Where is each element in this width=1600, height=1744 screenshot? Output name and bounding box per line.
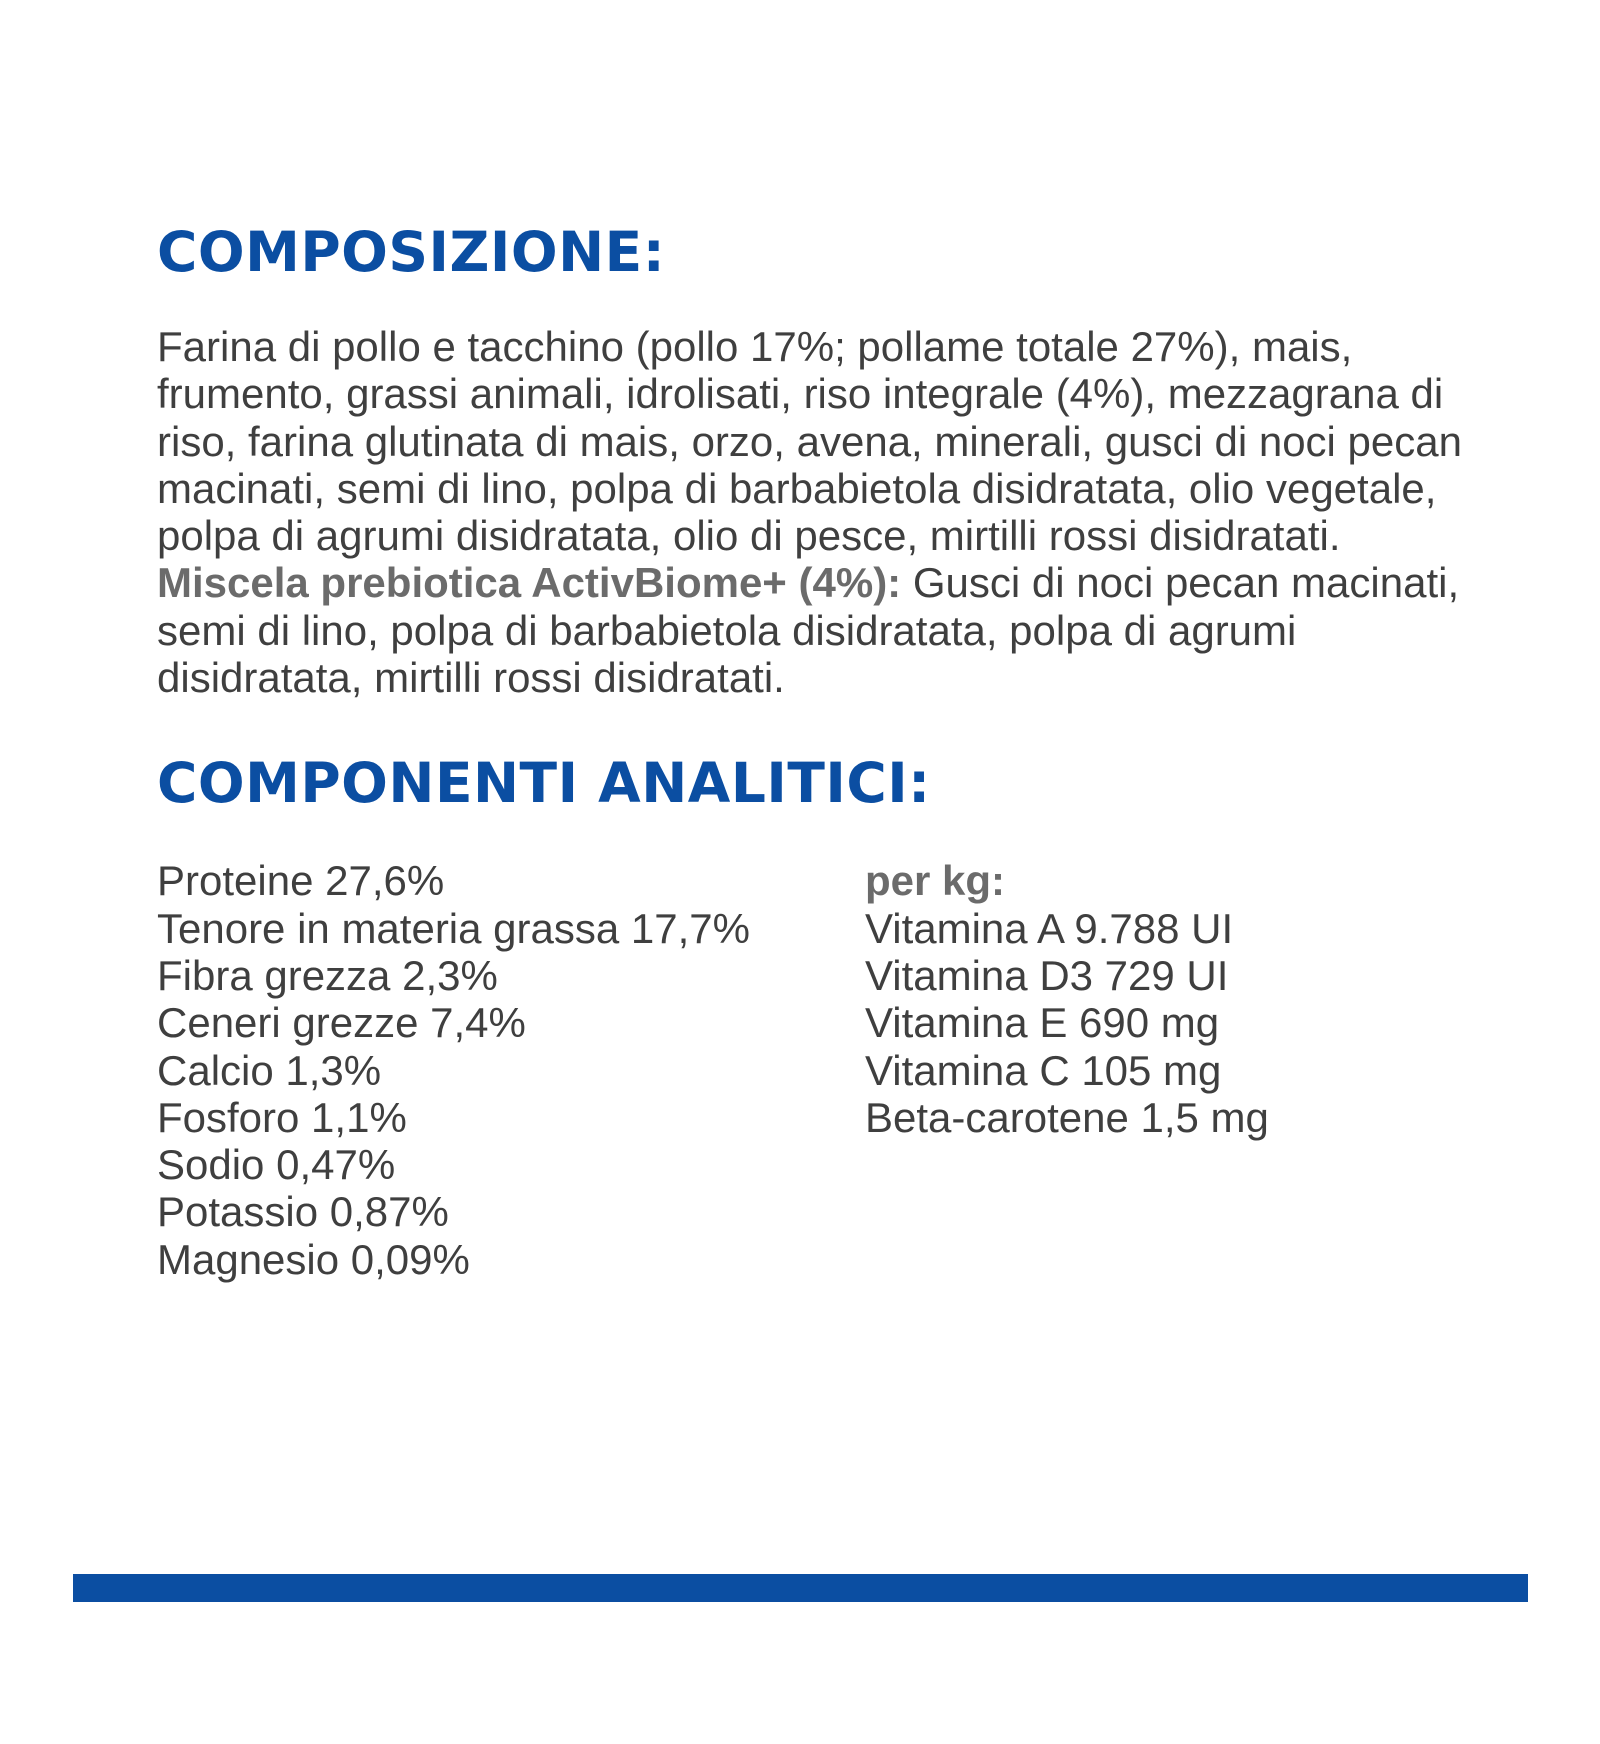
composition-body [157, 323, 1487, 701]
vitamin-item-c: Vitamina C 105 mg [865, 1046, 1222, 1094]
analytics-table [157, 857, 1487, 1287]
label-content [157, 222, 1487, 1287]
analytic-item-calcium: Calcio 1,3% [157, 1046, 382, 1094]
analytic-item-sodium: Sodio 0,47% [157, 1141, 396, 1189]
analytic-item-ash: Ceneri grezze 7,4% [157, 999, 526, 1047]
vitamin-item-a: Vitamina A 9.788 UI [865, 904, 1234, 952]
composition-title: COMPOSIZIONE: [157, 220, 666, 284]
analytic-item-potassium: Potassio 0,87% [157, 1188, 449, 1236]
vitamin-item-d3: Vitamina D3 729 UI [865, 951, 1229, 999]
ingredients-text: Farina di pollo e tacchino (pollo 17%; pollame totale 27%), mais, frumento, grassi animali, idrolisati, riso integrale (4%), mezzagrana di riso, farina glutinata di mais, orzo, avena, minerali, gusci di noci pecan macinati, semi di lino, polpa di barbabietola disidratata, olio vegetale, polpa di agrumi disidratata, olio di pesce, mirtilli rossi disidratati. [157, 323, 1462, 560]
vitamin-item-beta-carotene: Beta-carotene 1,5 mg [865, 1093, 1269, 1141]
prebiotic-blend-text: Gusci di noci pecan macinati, semi di lino, polpa di barbabietola disidratata, polpa di agrumi disidratata, mirtilli rossi disidratati. [157, 559, 1460, 702]
analytic-item-phosphorus: Fosforo 1,1% [157, 1093, 407, 1141]
analytics-title: COMPONENTI ANALITICI: [157, 751, 931, 816]
analytics-right-column [865, 857, 1465, 1141]
footer-accent-bar [73, 1574, 1528, 1602]
prebiotic-blend-label: Miscela prebiotica ActivBiome+ (4%): [157, 559, 902, 607]
analytics-left-column [157, 857, 847, 1283]
analytic-item-magnesium: Magnesio 0,09% [157, 1235, 470, 1283]
per-kg-label: per kg: [865, 857, 1006, 905]
analytic-item-fat: Tenore in materia grassa 17,7% [157, 904, 750, 952]
prebiotic-blend-paragraph [157, 559, 1487, 701]
vitamin-item-e: Vitamina E 690 mg [865, 999, 1220, 1047]
analytic-item-fiber: Fibra grezza 2,3% [157, 951, 498, 999]
analytic-item-protein: Proteine 27,6% [157, 857, 445, 905]
